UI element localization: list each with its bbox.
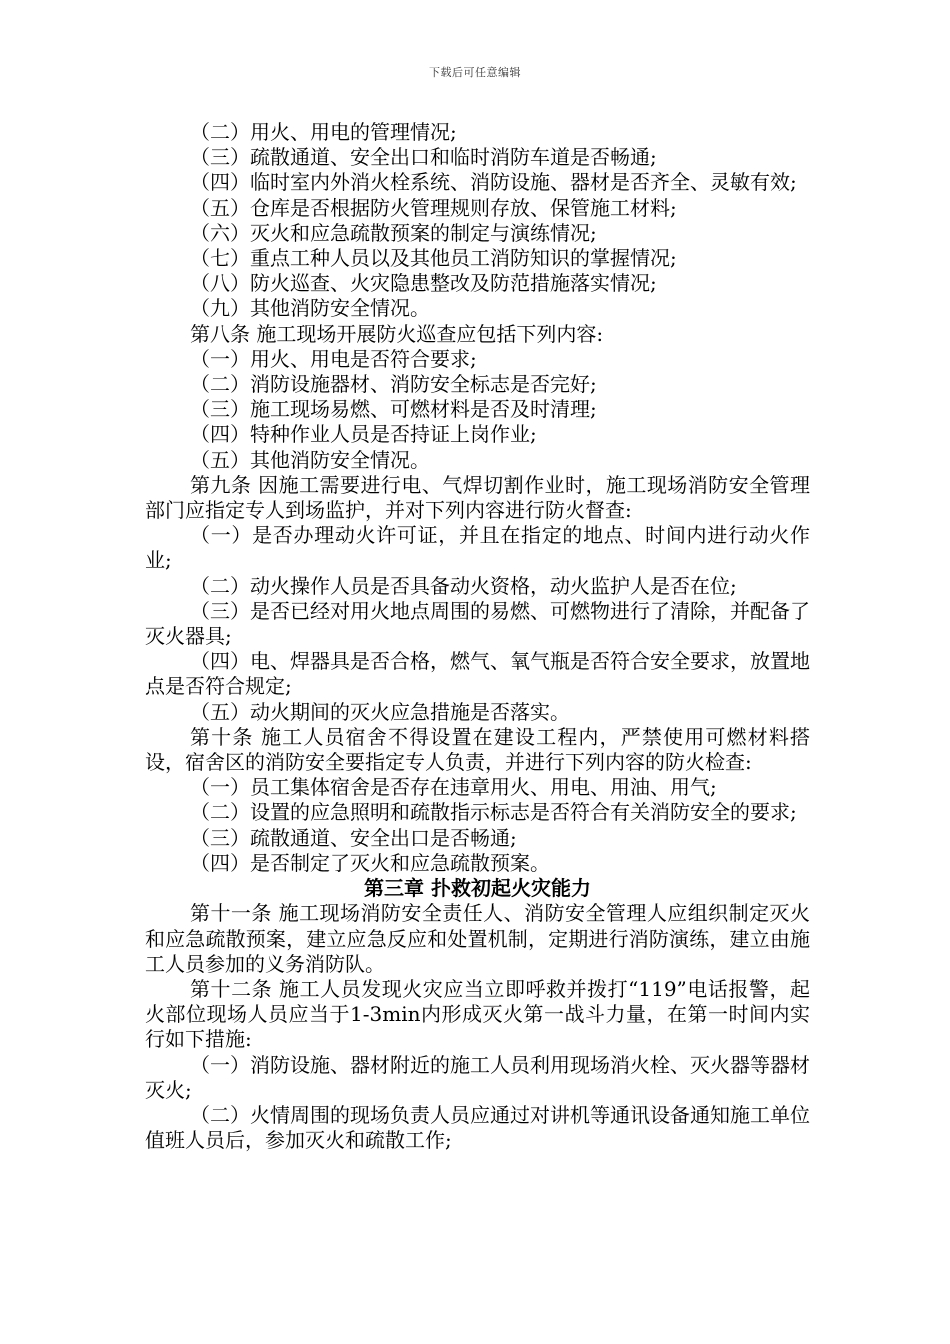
chapter-heading: 第三章 扑救初起火灾能力 <box>364 876 591 901</box>
list-item: （一）是否办理动火许可证，并且在指定的地点、时间内进行动火作业; <box>145 523 810 573</box>
list-item: （三）疏散通道、安全出口和临时消防车道是否畅通; <box>190 145 657 170</box>
list-item: （三）施工现场易燃、可燃材料是否及时清理; <box>190 397 597 422</box>
article-paragraph: 第十二条 施工人员发现火灾应当立即呼救并拨打“119”电话报警，起火部位现场人员应当于1-3min内形成灭火第一战斗力量，在第一时间内实行如下措施: <box>145 976 810 1052</box>
list-item: （一）用火、用电是否符合要求; <box>190 346 477 371</box>
list-item: （三）是否已经对用火地点周围的易燃、可燃物进行了清除，并配备了灭火器具; <box>145 598 810 649</box>
list-item: （四）电、焊器具是否合格，燃气、氧气瓶是否符合安全要求，放置地点是否符合规定; <box>145 649 810 699</box>
list-item: （二）消防设施器材、消防安全标志是否完好; <box>190 372 597 397</box>
article-paragraph: 第八条 施工现场开展防火巡查应包括下列内容: <box>190 321 604 346</box>
list-item: （五）其他消防安全情况。 <box>190 447 430 472</box>
list-item: （四）临时室内外消火栓系统、消防设施、器材是否齐全、灵敏有效; <box>190 170 797 195</box>
list-item: （四）是否制定了灭火和应急疏散预案。 <box>190 850 550 875</box>
list-item: （五）仓库是否根据防火管理规则存放、保管施工材料; <box>190 195 677 220</box>
list-item: （八）防火巡查、火灾隐患整改及防范措施落实情况; <box>190 271 657 296</box>
list-item: （二）设置的应急照明和疏散指示标志是否符合有关消防安全的要求; <box>190 800 797 825</box>
list-item: （七）重点工种人员以及其他员工消防知识的掌握情况; <box>190 246 677 271</box>
article-paragraph: 第十一条 施工现场消防安全责任人、消防安全管理人应组织制定灭火和应急疏散预案，建立应急反应和处置机制，定期进行消防演练，建立由施工人员参加的义务消防队。 <box>145 901 810 976</box>
list-item: （五）动火期间的灭火应急措施是否落实。 <box>190 699 570 724</box>
list-item: （二）用火、用电的管理情况; <box>190 120 457 144</box>
list-item: （二）火情周围的现场负责人员应通过对讲机等通讯设备通知施工单位值班人员后，参加灭火和疏散工作; <box>145 1102 810 1153</box>
list-item: （六）灭火和应急疏散预案的制定与演练情况; <box>190 220 597 245</box>
article-paragraph: 第九条 因施工需要进行电、气焊切割作业时，施工现场消防安全管理部门应指定专人到场监护，并对下列内容进行防火督查: <box>145 472 810 523</box>
article-paragraph: 第十条 施工人员宿舍不得设置在建设工程内，严禁使用可燃材料搭设，宿舍区的消防安全要指定专人负责，并进行下列内容的防火检查: <box>145 724 810 775</box>
list-item: （九）其他消防安全情况。 <box>190 296 430 321</box>
header-note: 下载后可任意编辑 <box>429 66 521 79</box>
list-item: （一）员工集体宿舍是否存在违章用火、用电、用油、用气; <box>190 775 717 800</box>
list-item: （四）特种作业人员是否持证上岗作业; <box>190 422 537 447</box>
list-item: （三）疏散通道、安全出口是否畅通; <box>190 825 517 850</box>
list-item: （一）消防设施、器材附近的施工人员利用现场消火栓、灭火器等器材灭火; <box>145 1052 810 1102</box>
list-item: （二）动火操作人员是否具备动火资格，动火监护人是否在位; <box>190 573 737 598</box>
document-body <box>145 120 810 1153</box>
